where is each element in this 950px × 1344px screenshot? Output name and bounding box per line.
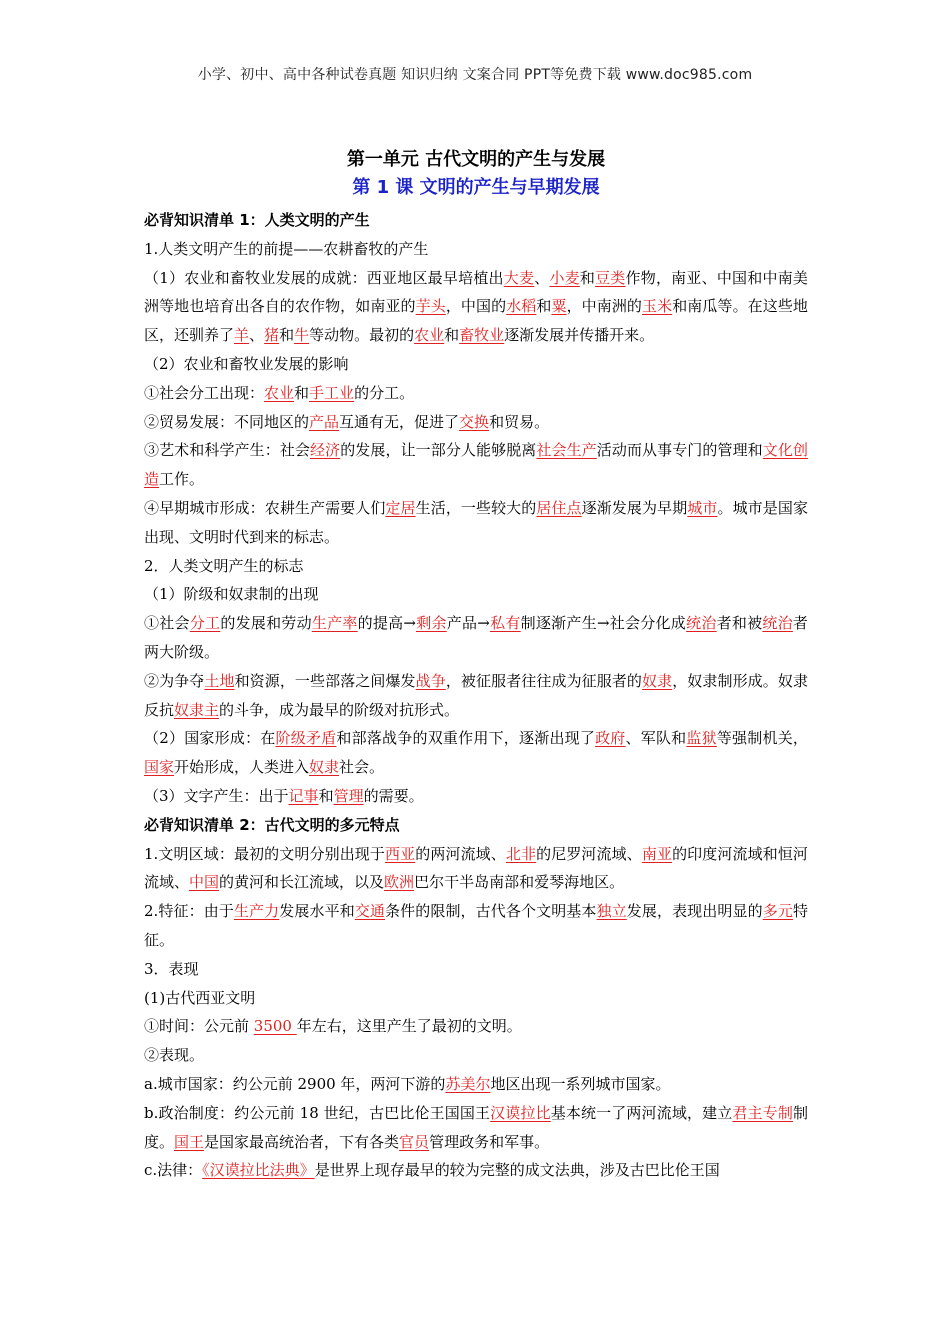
paragraph-text: 1.人类文明产生的前提——农耕畜牧的产生 <box>144 239 429 258</box>
paragraph-text: ②表现。 <box>144 1046 205 1065</box>
answer-blank: 多元 <box>762 902 793 921</box>
paragraph-text: 制度。 <box>144 1103 808 1151</box>
paragraph <box>144 609 808 667</box>
answer-blank: 牛 <box>294 326 310 345</box>
paragraph-text: 、军队和 <box>625 729 687 748</box>
answer-blank: 生产率 <box>311 614 358 633</box>
answer-blank: 分工 <box>189 614 221 633</box>
paragraph-text: 条件的限制，古代各个文明基本 <box>385 902 597 921</box>
paragraph-text: 逐渐发展并传播开来。 <box>504 326 655 345</box>
paragraph-text: 生活，一些较大的 <box>415 498 537 517</box>
paragraph <box>144 984 808 1013</box>
answer-blank: 监狱 <box>686 729 717 748</box>
answer-blank: 畜牧业 <box>459 326 505 345</box>
paragraph <box>144 782 808 811</box>
answer-blank: 经济 <box>310 441 341 460</box>
paragraph-text: 和部落战争的双重作用下，逐渐出现了 <box>336 729 596 748</box>
answer-blank: 独立 <box>596 902 627 921</box>
paragraph-text: 和 <box>536 297 552 316</box>
paragraph <box>144 955 808 984</box>
paragraph <box>144 840 808 898</box>
paragraph-text: ①社会 <box>144 614 190 633</box>
answer-blank: 政府 <box>595 729 626 748</box>
paragraph-text: 产品→ <box>446 614 490 633</box>
answer-blank: 城市 <box>687 498 718 517</box>
answer-blank: 定居 <box>385 498 416 517</box>
paragraph-text: 2．人类文明产生的标志 <box>144 556 304 575</box>
paragraph-text: a.城市国家：约公元前 2900 年，两河下游的 <box>144 1074 446 1093</box>
paragraph-text: 者和被 <box>716 614 763 633</box>
answer-blank: 猪 <box>264 326 280 345</box>
paragraph-text: ，奴隶制形成。奴隶反抗 <box>144 671 808 719</box>
paragraph-text: 的印度河流域和恒河流域、 <box>144 844 808 892</box>
answer-blank: 国王 <box>174 1132 205 1151</box>
paragraph-text: 发展水平和 <box>279 902 355 921</box>
answer-blank: 管理 <box>333 786 364 805</box>
paragraph-text: 是世界上现存最早的较为完整的成文法典，涉及古巴比伦王国 <box>314 1161 720 1180</box>
paragraph-text: (1)古代西亚文明 <box>144 988 256 1007</box>
paragraph-text: 是国家最高统治者，下有各类 <box>204 1132 400 1151</box>
answer-blank: 私有 <box>489 614 521 633</box>
paragraph-text: ，中国的 <box>445 297 507 316</box>
paragraph-text: 特征。 <box>144 902 808 949</box>
answer-blank: 产品 <box>309 412 340 431</box>
answer-blank: 奴隶 <box>309 758 340 777</box>
answer-blank: 统治 <box>762 614 793 633</box>
answer-blank: 阶级矛盾 <box>275 729 337 748</box>
paragraph-text: （1）农业和畜牧业发展的成就：西亚地区最早培植出 <box>144 268 504 287</box>
answer-blank: 欧洲 <box>384 873 415 892</box>
paragraph <box>144 580 808 609</box>
answer-blank: 记事 <box>288 786 319 805</box>
paragraph-text: ②为争夺 <box>144 671 205 690</box>
paragraph-text: b.政治制度：约公元前 18 世纪，古巴比伦王国国王 <box>144 1103 491 1122</box>
paragraph-text: 的发展，让一部分人能够脱离 <box>340 441 537 460</box>
paragraph-text: 1.文明区域：最初的文明分别出现于 <box>144 844 386 863</box>
paragraph-text: 必背知识清单 1：人类文明的产生 <box>144 211 370 229</box>
answer-blank: 豆类 <box>595 268 626 287</box>
paragraph-text: 和 <box>579 268 596 287</box>
answer-blank: 玉米 <box>642 297 673 316</box>
paragraph-text: 逐渐发展为早期 <box>581 498 688 517</box>
paragraph <box>144 552 808 581</box>
answer-blank: 手工业 <box>309 383 355 402</box>
paragraph-text: c.法律： <box>144 1161 203 1180</box>
answer-blank: 奴隶 <box>642 671 673 690</box>
unit-title: 第一单元 古代文明的产生与发展 <box>346 149 606 170</box>
paragraph-text: 。城市是国家出现、文明时代到来的标志。 <box>144 498 808 546</box>
paragraph-text: 和南瓜等。在这些地区，还驯养了 <box>144 297 808 345</box>
paragraph-text: 的分工。 <box>354 383 415 402</box>
answer-blank: 君主专制 <box>732 1103 793 1122</box>
paragraph-text: 开始形成，人类进入 <box>174 758 310 777</box>
paragraph <box>144 1041 808 1070</box>
paragraph-text: 地区出现一系列城市国家。 <box>490 1074 671 1093</box>
paragraph-text: 互通有无，促进了 <box>339 412 460 431</box>
paragraph-text: 的提高→ <box>357 614 416 633</box>
section-heading <box>144 206 808 235</box>
paragraph-text: ①社会分工出现： <box>144 383 265 402</box>
paragraph-text: 年左右，这里产生了最初的文明。 <box>296 1017 522 1036</box>
answer-blank: 社会生产 <box>536 441 597 460</box>
answer-blank: 官员 <box>399 1132 430 1151</box>
paragraph-text: 的斗争，成为最早的阶级对抗形式。 <box>219 700 460 719</box>
paragraph-text: 2.特征：由于 <box>144 902 234 921</box>
paragraph-text: ④早期城市形成：农耕生产需要人们 <box>144 498 386 517</box>
paragraph-text: 的需要。 <box>363 786 424 805</box>
paragraph-text: 制逐渐产生→社会分化成 <box>520 614 687 633</box>
paragraph-text: 和资源，一些部落之间爆发 <box>234 671 416 690</box>
paragraph <box>144 1099 808 1157</box>
paragraph-text: 作物，南亚、中国和中南美洲等地也培育出各自的农作物，如南亚的 <box>144 268 808 316</box>
paragraph-text: 社会。 <box>339 758 385 777</box>
paragraph-text: ，中南洲的 <box>566 297 643 316</box>
answer-blank: 奴隶主 <box>174 700 220 719</box>
paragraph-text: 的发展和劳动 <box>220 614 312 633</box>
answer-blank: 生产力 <box>233 902 280 921</box>
answer-blank: 交通 <box>354 902 386 921</box>
answer-blank: 中国 <box>189 873 220 892</box>
paragraph-text: 基本统一了两河流域，建立 <box>550 1103 733 1122</box>
paragraph <box>144 724 808 782</box>
answer-blank: 交换 <box>459 412 490 431</box>
paragraph-text: （2）农业和畜牧业发展的影响 <box>144 354 349 373</box>
paragraph-text: 管理政务和军事。 <box>429 1132 550 1151</box>
paragraph-text: 的两河流域、 <box>415 844 506 863</box>
answer-blank: 农业 <box>414 326 445 345</box>
paragraph-text: ①时间：公元前 <box>144 1017 254 1036</box>
answer-blank: 统治 <box>686 614 717 633</box>
answer-blank: 3500 <box>253 1017 297 1036</box>
document-body <box>144 146 808 1185</box>
paragraph-text: ，被征服者往往成为征服者的 <box>445 671 643 690</box>
paragraph <box>144 1070 808 1099</box>
paragraph <box>144 350 808 379</box>
paragraph-text: 和 <box>444 326 460 345</box>
answer-blank: 战争 <box>415 671 446 690</box>
answer-blank: 粟 <box>551 297 567 316</box>
paragraph <box>144 1156 808 1185</box>
paragraph-text: （2）国家形成：在 <box>144 729 276 748</box>
answer-blank: 小麦 <box>549 268 580 287</box>
paragraph-text: 必背知识清单 2：古代文明的多元特点 <box>144 815 400 834</box>
section-heading <box>144 811 808 840</box>
answer-blank: 羊 <box>234 326 250 345</box>
paragraph-text: 3．表现 <box>144 959 199 978</box>
paragraph <box>144 436 808 494</box>
answer-blank: 南亚 <box>641 844 673 863</box>
paragraph-text: ③艺术和科学产生：社会 <box>144 441 311 460</box>
answer-blank: 北非 <box>505 844 537 863</box>
paragraph-text: 发展，表现出明显的 <box>626 902 763 921</box>
answer-blank: 土地 <box>204 671 235 690</box>
answer-blank: 剩余 <box>416 614 447 633</box>
paragraph-list <box>144 206 808 1185</box>
paragraph-text: 和 <box>294 383 310 402</box>
answer-blank: 芋头 <box>415 297 446 316</box>
paragraph-text: ②贸易发展：不同地区的 <box>144 412 310 431</box>
paragraph-text: （1）阶级和奴隶制的出现 <box>144 585 319 604</box>
answer-blank: 文化创造 <box>144 441 808 489</box>
paragraph-text: 的尼罗河流域、 <box>536 844 642 863</box>
answer-blank: 大麦 <box>503 268 535 287</box>
answer-blank: 国家 <box>144 758 175 777</box>
paragraph-text: 和 <box>279 326 295 345</box>
paragraph-text: 的黄河和长江流域，以及 <box>219 873 385 892</box>
paragraph-text: 巴尔干半岛南部和爱琴海地区。 <box>414 873 625 892</box>
paragraph <box>144 235 808 264</box>
answer-blank: 苏美尔 <box>445 1074 491 1093</box>
answer-blank: 居住点 <box>536 498 582 517</box>
answer-blank: 水稻 <box>506 297 537 316</box>
answer-blank: 汉谟拉比 <box>490 1103 551 1122</box>
paragraph-text: 和 <box>318 786 334 805</box>
paragraph <box>144 494 808 552</box>
answer-blank: 农业 <box>264 383 295 402</box>
answer-blank: 《汉谟拉比法典》 <box>202 1161 315 1180</box>
paragraph <box>144 667 808 725</box>
lesson-title: 第 1 课 文明的产生与早期发展 <box>352 177 600 198</box>
paragraph-text: 工作。 <box>159 470 205 489</box>
paragraph-text: 、 <box>249 326 265 345</box>
answer-blank: 西亚 <box>385 844 416 863</box>
paragraph-text: 等强制机关， <box>716 729 808 748</box>
paragraph <box>144 1012 808 1041</box>
paragraph-text: 活动而从事专门的管理和 <box>596 441 763 460</box>
paragraph <box>144 897 808 955</box>
paragraph <box>144 264 808 350</box>
paragraph <box>144 379 808 408</box>
paragraph-text: 和贸易。 <box>489 412 550 431</box>
paragraph-text: 、 <box>534 268 550 287</box>
paragraph <box>144 408 808 437</box>
paragraph-text: 者两大阶级。 <box>144 614 808 661</box>
paragraph-text: 等动物。最初的 <box>309 326 415 345</box>
paragraph-text: （3）文字产生：出于 <box>144 786 289 805</box>
page-header: 小学、初中、高中各种试卷真题 知识归纳 文案合同 PPT等免费下载 www.doc985.com <box>197 67 753 83</box>
